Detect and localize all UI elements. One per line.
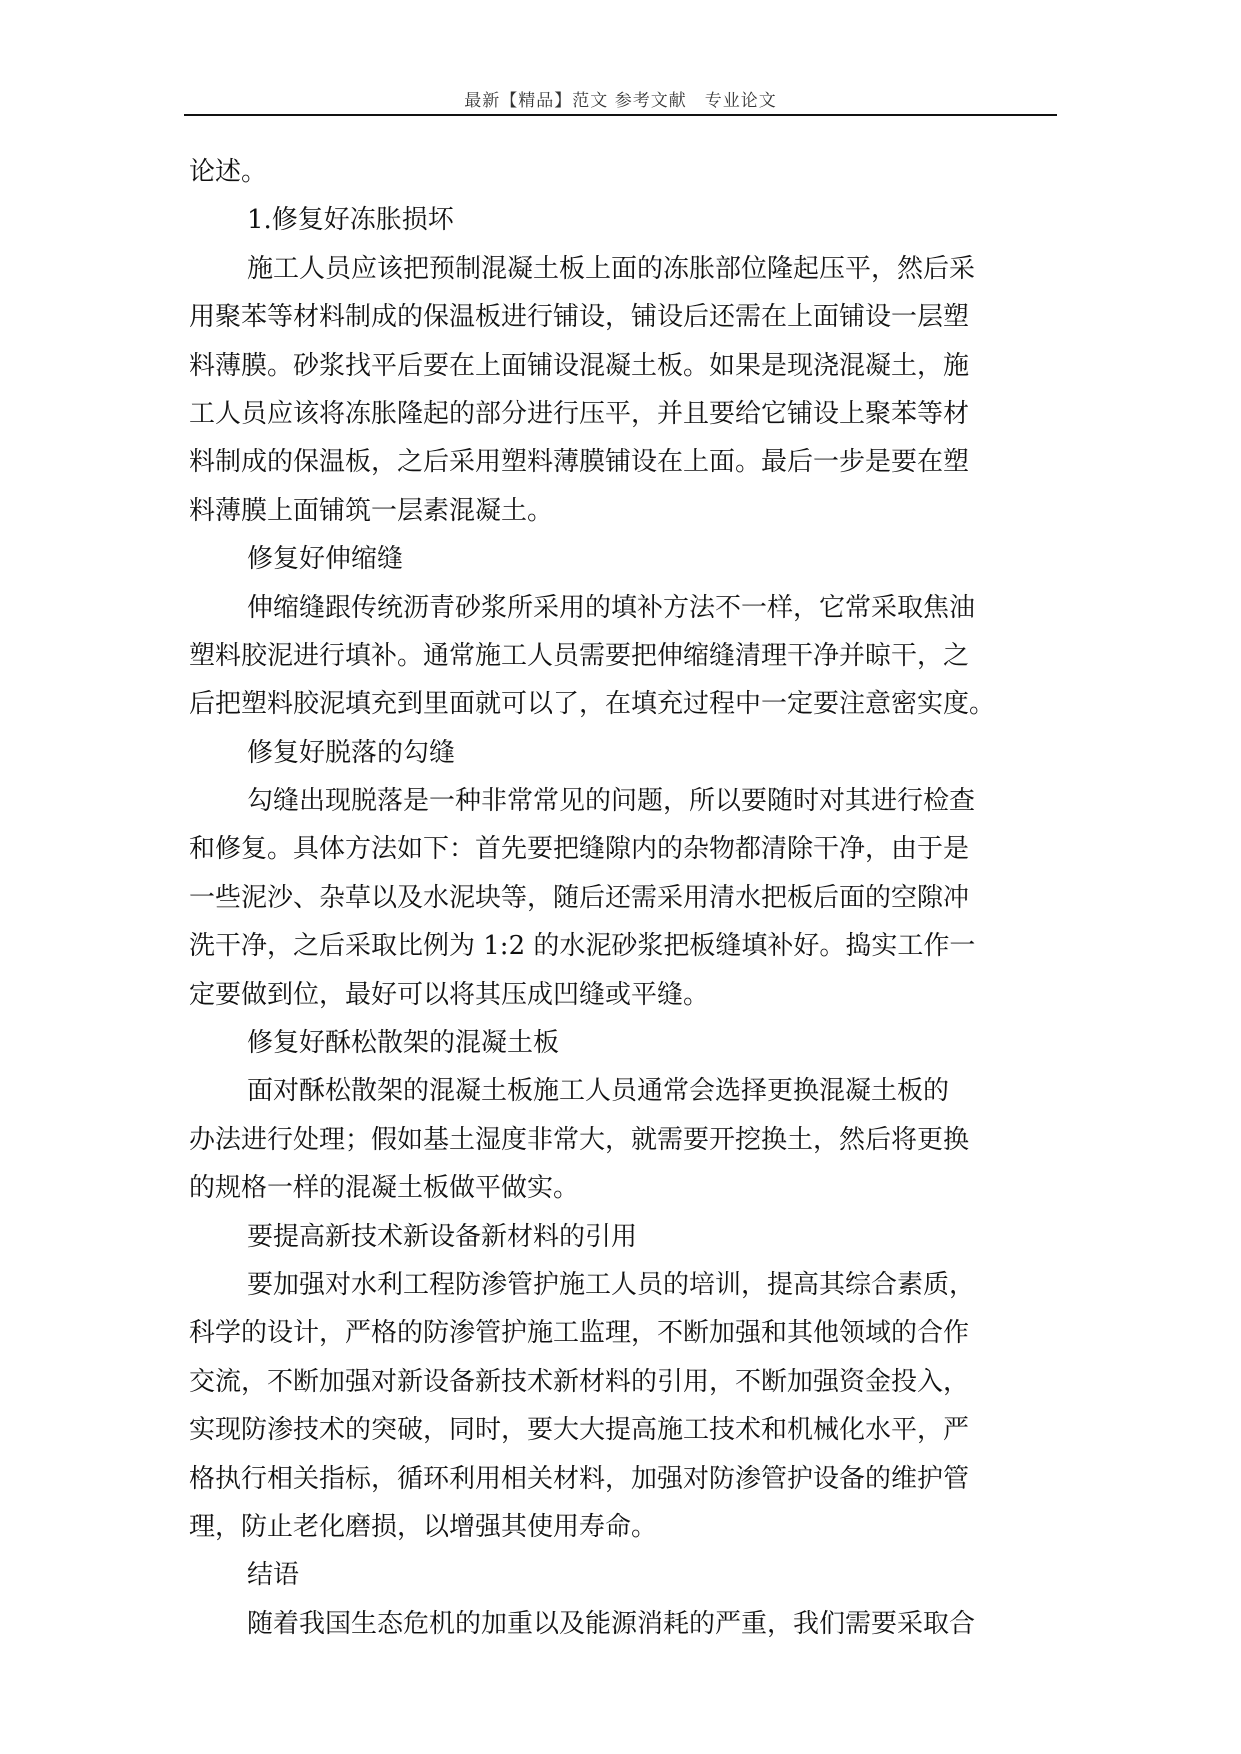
text-line: 用聚苯等材料制成的保温板进行铺设，铺设后还需在上面铺设一层塑 [189,302,970,333]
text-line: 理，防止老化磨损，以增强其使用寿命。 [189,1511,658,1542]
text-line: 要加强对水利工程防渗管护施工人员的培训，提高其综合素质， [247,1269,976,1300]
text-line: 一些泥沙、杂草以及水泥块等，随后还需采用清水把板后面的空隙冲 [189,882,970,913]
text-line: 后把塑料胶泥填充到里面就可以了，在填充过程中一定要注意密实度。 [189,689,996,720]
header-divider [184,114,1057,116]
text-line: 结语 [247,1560,300,1591]
text-line: 修复好脱落的勾缝 [247,737,456,768]
text-line: 工人员应该将冻胀隆起的部分进行压平，并且要给它铺设上聚苯等材 [189,398,970,429]
text-line: 料薄膜上面铺筑一层素混凝土。 [189,495,554,526]
page-header: 最新【精品】范文 参考文献 专业论文 [464,91,777,111]
text-line: 施工人员应该把预制混凝土板上面的冻胀部位隆起压平，然后采 [247,253,976,284]
text-line: 伸缩缝跟传统沥青砂浆所采用的填补方法不一样，它常采取焦油 [247,592,976,623]
text-line: 随着我国生态危机的加重以及能源消耗的严重，我们需要采取合 [247,1608,976,1639]
text-line: 要提高新技术新设备新材料的引用 [247,1221,638,1252]
document-body [189,148,1057,1648]
text-line: 塑料胶泥进行填补。通常施工人员需要把伸缩缝清理干净并晾干，之 [189,640,970,671]
text-line: 洗干净，之后采取比例为 1:2 的水泥砂浆把板缝填补好。捣实工作一 [189,931,976,962]
text-line: 料薄膜。砂浆找平后要在上面铺设混凝土板。如果是现浇混凝土，施 [189,350,970,381]
text-line: 1.修复好冻胀损坏 [247,205,454,236]
text-line: 面对酥松散架的混凝土板施工人员通常会选择更换混凝土板的 [247,1076,950,1107]
text-line: 修复好酥松散架的混凝土板 [247,1028,560,1059]
text-line: 论述。 [189,157,268,187]
text-line: 勾缝出现脱落是一种非常常见的问题，所以要随时对其进行检查 [247,786,976,817]
text-line: 的规格一样的混凝土板做平做实。 [189,1173,580,1204]
text-line: 实现防渗技术的突破，同时，要大大提高施工技术和机械化水平，严 [189,1415,970,1446]
text-line: 交流，不断加强对新设备新技术新材料的引用，不断加强资金投入， [189,1366,970,1397]
text-line: 修复好伸缩缝 [247,544,404,575]
text-line: 料制成的保温板，之后采用塑料薄膜铺设在上面。最后一步是要在塑 [189,447,970,478]
text-line: 和修复。具体方法如下：首先要把缝隙内的杂物都清除干净，由于是 [189,834,970,865]
text-line: 科学的设计，严格的防渗管护施工监理，不断加强和其他领域的合作 [189,1318,970,1349]
text-line: 定要做到位，最好可以将其压成凹缝或平缝。 [189,979,710,1010]
text-line: 格执行相关指标，循环利用相关材料，加强对防渗管护设备的维护管 [189,1463,970,1494]
text-line: 办法进行处理；假如基土湿度非常大，就需要开挖换土，然后将更换 [189,1124,970,1155]
